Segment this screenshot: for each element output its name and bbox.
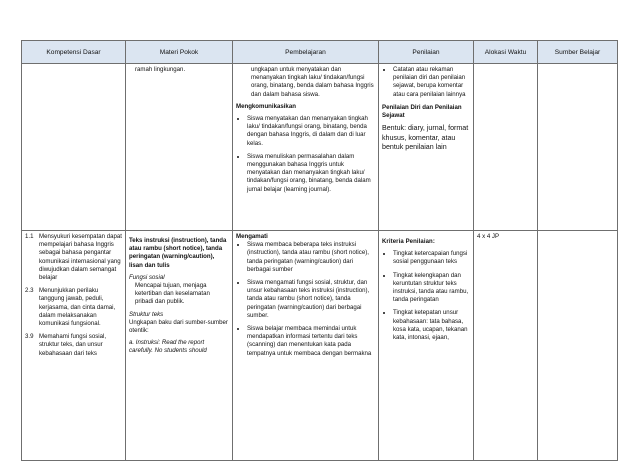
cell-alokasi-empty xyxy=(474,64,538,231)
table-header-row xyxy=(22,41,618,64)
kd-text: Memahami fungsi sosial, struktur teks, dan unsur kebahasaan dari teks xyxy=(39,333,107,357)
mengkomunikasikan-heading: Mengkomunikasikan xyxy=(236,102,296,110)
cell-pembelajaran xyxy=(233,231,379,461)
cell-sumber-empty xyxy=(538,231,618,461)
kd-item xyxy=(25,233,122,282)
list-item: • Siswa membaca beberapa teks instruksi (instruction), tanda atau rambu (short notice), tanda peringatan (warning/caution) dari berbagai sumber xyxy=(247,241,375,274)
list-item: • Tingkat kelengkapan dan keruntutan struktur teks instruksi, tanda atau rambu, tanda peringatan xyxy=(393,272,470,305)
list-item: • Tingkat ketepatan unsur kebahasaan: tata bahasa, kosa kata, ucapan, tekanan kata, intonasi, ejaan, xyxy=(393,309,470,342)
header-sumber-belajar: Sumber Belajar xyxy=(538,41,618,64)
materi-text: ramah lingkungan. xyxy=(135,66,186,73)
mengamati-list xyxy=(236,241,375,358)
kd-item xyxy=(25,333,122,358)
list-item: • Siswa menuliskan permasalahan dalam menggunakan bahasa Inggris untuk menyatakan dan menanyakan tingkah laku/ tindakan/fungsi orang, binatang, benda dalam jurnal belajar (learning journal). xyxy=(247,153,375,194)
list-item: • Siswa mengamati fungsi sosial, struktur, dan unsur kebahasaan teks instruksi (instruction), tanda atau rambu (short notice), tanda peringatan (warning/caution) dari berbagai sumber. xyxy=(247,279,375,320)
list-item: • Siswa menyatakan dan menanyakan tingkah laku/ tindakan/fungsi orang, binatang, benda dengan bahasa Inggris, di dalam dan di luar kelas. xyxy=(247,115,375,148)
struktur-teks-a: a. Instruksi: Read the report carefully. No students should xyxy=(129,339,207,355)
kriteria-heading: Kriteria Penilaian: xyxy=(382,239,435,245)
kd-item xyxy=(25,287,122,328)
materi-title: Teks instruksi (instruction), tanda atau rambu (short notice), tanda peringatan (warning/caution), lisan dan tulis xyxy=(129,237,227,269)
kd-number: 3.9 xyxy=(25,333,34,341)
cell-alokasi xyxy=(474,231,538,461)
list-item: • Siswa belajar membaca memindai untuk mendapatkan informasi tertentu dari teks (scanning) dan menentukan kata pada tempatnya untuk membaca dengan bermakna xyxy=(247,325,375,358)
mengkomunikasikan-list xyxy=(236,115,375,194)
kd-number: 1.1 xyxy=(25,233,34,240)
cell-kd-empty xyxy=(22,64,126,231)
struktur-teks-label: Struktur teks xyxy=(129,310,164,318)
syllabus-table xyxy=(21,40,618,461)
kd-number: 2.3 xyxy=(25,287,34,295)
cell-penilaian xyxy=(379,231,474,461)
table-row xyxy=(22,231,618,461)
cell-sumber-empty xyxy=(538,64,618,231)
cell-materi xyxy=(126,64,233,231)
header-kompetensi-dasar: Kompetensi Dasar xyxy=(22,41,126,64)
pembelajaran-continued-text: ungkapan untuk menyatakan dan menanyakan tingkah laku/ tindakan/fungsi orang, binatang, benda dalam bahasa Inggris dan dalam bahasa siswa. xyxy=(251,66,374,98)
header-materi-pokok: Materi Pokok xyxy=(126,41,233,64)
penilaian-diri-heading: Penilaian Diri dan Penilaian Sejawat xyxy=(382,103,462,120)
header-pembelajaran: Pembelajaran xyxy=(233,41,379,64)
kd-text: Menunjukkan perilaku tanggung jawab, peduli, kerjasama, dan cinta damai, dalam melaksanakan komunikasi fungsional. xyxy=(39,287,116,328)
kriteria-list xyxy=(382,250,470,342)
cell-kd xyxy=(22,231,126,461)
penilaian-bentuk-text: Bentuk: diary, jurnal, format khusus, komentar, atau bentuk penilaian lain xyxy=(382,124,469,152)
fungsi-sosial-text: Mencapai tujuan, menjaga ketertiban dan keselamatan pribadi dan publik. xyxy=(135,282,210,306)
list-item: • Catatan atau rekaman penilaian diri dan penilaian sejawat, berupa komentar atau cara penilaian lainnya xyxy=(393,66,470,99)
fungsi-sosial-label: Fungsi sosial xyxy=(129,273,165,281)
struktur-teks-text: Ungkapan baku dari sumber-sumber otentik: xyxy=(129,318,228,335)
mengamati-heading: Mengamati xyxy=(236,233,268,240)
list-item: • Tingkat ketercapaian fungsi sosial penggunaan teks xyxy=(393,250,470,266)
table-row xyxy=(22,64,618,231)
cell-materi xyxy=(126,231,233,461)
kd-text: Mensyukuri kesempatan dapat mempelajari bahasa Inggris sebagai bahasa pengantar komunikasi internasional yang diwujudkan dalam semangat belajar xyxy=(39,233,122,282)
header-penilaian: Penilaian xyxy=(379,41,474,64)
cell-penilaian xyxy=(379,64,474,231)
penilaian-list xyxy=(382,66,470,99)
header-alokasi-waktu: Alokasi Waktu xyxy=(474,41,538,64)
cell-pembelajaran xyxy=(233,64,379,231)
alokasi-text: 4 x 4 JP xyxy=(477,233,500,240)
